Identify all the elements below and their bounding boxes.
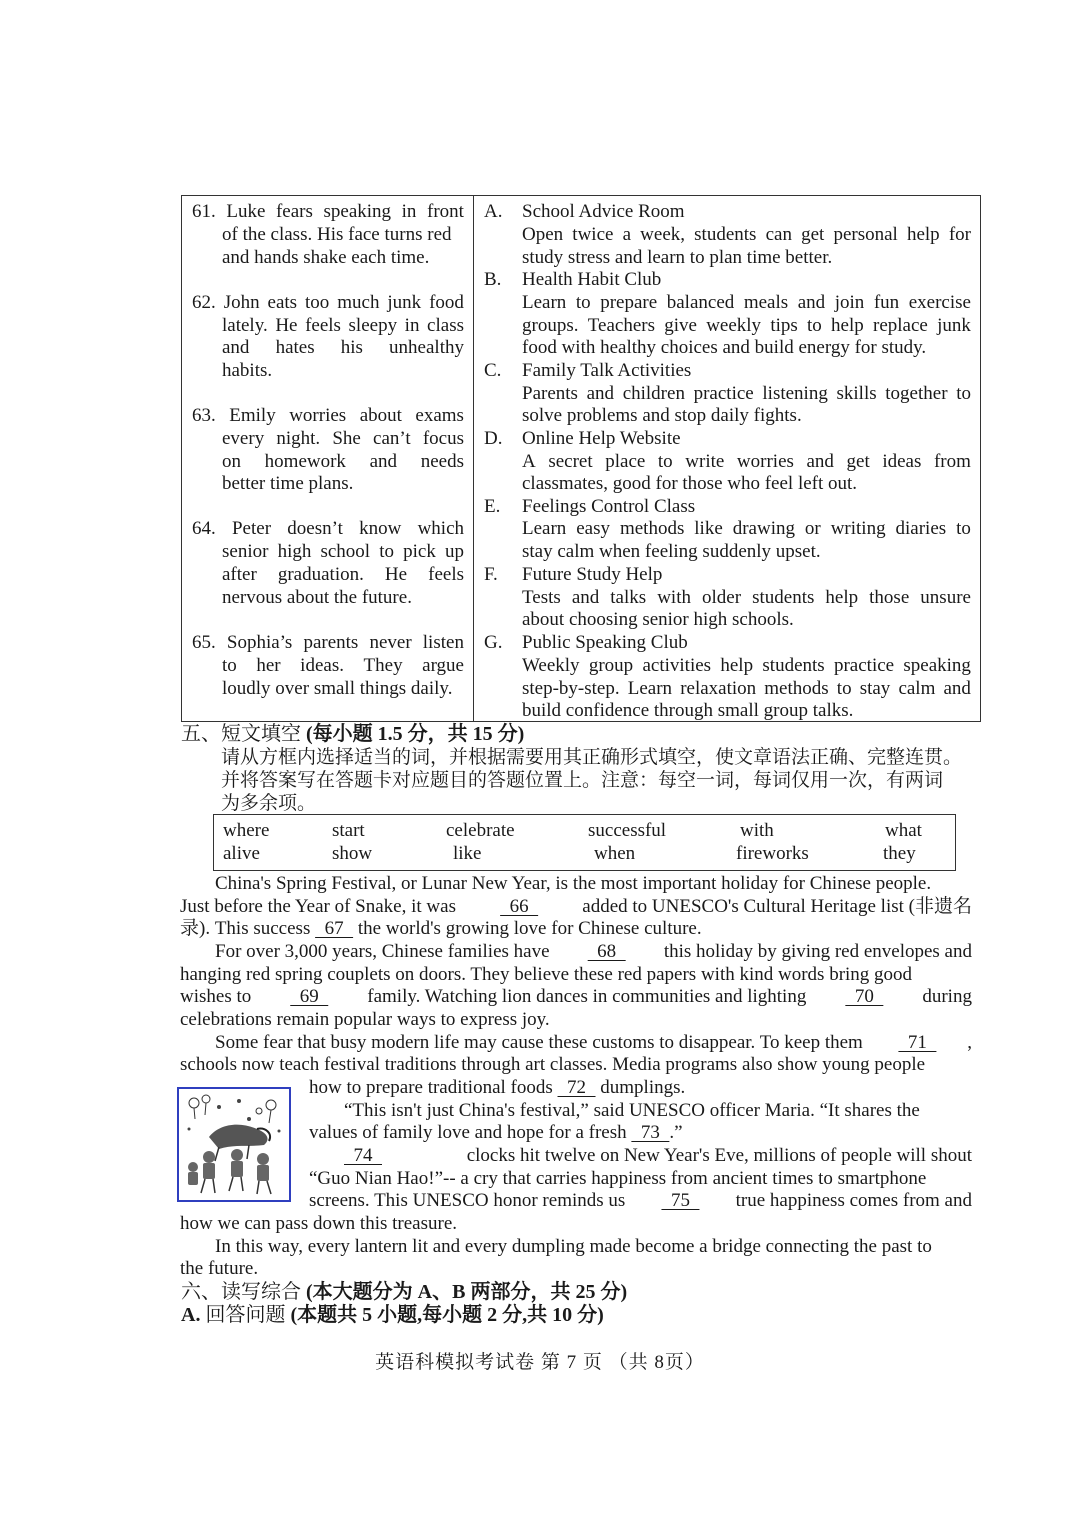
word-option: with <box>740 820 774 841</box>
option-description-line <box>522 247 832 269</box>
word-option: successful <box>588 820 667 841</box>
passage-text: , <box>967 1032 972 1053</box>
passage-text: Just before the Year of Snake, it was <box>180 896 461 917</box>
word: get <box>801 224 825 245</box>
word: prepare <box>600 292 658 313</box>
word: listen <box>422 632 464 653</box>
passage-line <box>309 1077 972 1100</box>
passage-text: added to UNESCO's Cultural Heritage list (非遗名 <box>577 896 972 917</box>
question-65-line <box>192 632 464 654</box>
question-63-line <box>192 405 464 427</box>
table-divider <box>473 196 474 721</box>
instruction-line: 并将答案写在答题卡对应题目的答题位置上。注意：每空一词，每词仅用一次，有两词 <box>221 770 944 791</box>
option-description-line <box>522 383 971 405</box>
option-description-line <box>522 292 971 314</box>
passage-text: China's Spring Festival, or Lunar New Year, is the most important holiday for Chinese people. <box>215 873 932 894</box>
passage-line <box>180 1009 972 1032</box>
passage-line <box>215 1236 972 1259</box>
word: place <box>605 451 646 472</box>
passage-text: the world's growing love for Chinese culture. <box>353 918 702 939</box>
option-title: Public Speaking Club <box>522 632 688 653</box>
word: tips <box>770 315 798 336</box>
passage-text: during <box>917 986 972 1007</box>
option-title: Future Study Help <box>522 564 663 585</box>
word: in <box>401 201 417 222</box>
word: up <box>444 541 464 562</box>
word: diaries <box>895 518 947 539</box>
word: to <box>836 678 852 699</box>
word: group <box>588 655 634 676</box>
answer-blank: 66 <box>500 896 539 917</box>
word: 61. <box>192 201 216 222</box>
passage-text: “This isn't just China's festival,” said UNESCO officer Maria. “It shares the <box>344 1100 920 1121</box>
word: stay calm when feeling suddenly upset. <box>522 541 821 562</box>
word: give <box>664 315 697 336</box>
word: Luke <box>226 201 266 222</box>
word: ideas. <box>300 655 344 676</box>
word: help <box>825 587 859 608</box>
word: groups. <box>522 315 579 336</box>
word: worries <box>289 405 347 426</box>
word: practice <box>833 655 895 676</box>
answer-blank: 70 <box>845 986 884 1007</box>
passage-text: dumplings. <box>595 1077 686 1098</box>
passage-line <box>215 1032 972 1055</box>
word: twice <box>572 224 614 245</box>
word: classmates, good for those who feel left out. <box>522 473 858 494</box>
passage-line <box>180 1258 972 1281</box>
word: parents <box>303 632 359 653</box>
word-option: like <box>453 843 482 864</box>
word: Emily <box>229 405 276 426</box>
passage-text: wishes to <box>180 986 256 1007</box>
option-description-line <box>522 655 971 677</box>
passage-line <box>344 1100 972 1123</box>
word: high <box>277 541 312 562</box>
word: John <box>223 292 260 313</box>
passage-line <box>180 1054 972 1077</box>
question-62-line <box>222 315 464 337</box>
option-description-line <box>522 473 857 495</box>
option-description-line <box>522 609 794 631</box>
word: better time plans. <box>222 473 354 494</box>
passage-text: 录). This success <box>180 918 316 939</box>
word: balanced <box>666 292 735 313</box>
question-63-line <box>222 473 353 495</box>
word: and <box>797 292 826 313</box>
word: They <box>363 655 403 676</box>
word: help <box>831 315 864 336</box>
word: of the class. His face turns red <box>222 224 452 245</box>
section-5-heading: 五、短文填空 (每小题 1.5 分，共 15 分) <box>181 723 525 745</box>
word-option: they <box>883 843 916 864</box>
word: skills <box>836 383 877 404</box>
option-title: Health Habit Club <box>522 269 662 290</box>
word: homework <box>264 451 346 472</box>
word: food with healthy choices and build energy for study. <box>522 337 927 358</box>
word: and <box>369 451 398 472</box>
word: talks <box>610 587 647 608</box>
passage-text: celebrations remain popular ways to express joy. <box>180 1009 550 1030</box>
word: He <box>275 315 298 336</box>
passage-text: In this way, every lantern lit and every dumpling made become a bridge connecting the past to <box>215 1236 932 1257</box>
word: fun <box>873 292 900 313</box>
answer-blank: 71 <box>898 1032 937 1053</box>
question-61-line <box>222 247 429 269</box>
option-description-line <box>522 587 971 609</box>
passage-line <box>215 873 972 896</box>
word: join <box>834 292 865 313</box>
word: 64. <box>192 518 216 539</box>
word: school <box>320 541 371 562</box>
word: feels <box>305 315 341 336</box>
word: junk <box>937 315 971 336</box>
question-62-line <box>222 360 272 382</box>
option-description-line <box>522 451 971 473</box>
word: unsure <box>920 587 971 608</box>
word: A <box>522 451 536 472</box>
word: worries <box>736 451 794 472</box>
section-6-heading: 六、读写综合 (本大题分为 A、B 两部分，共 25 分) <box>181 1281 628 1303</box>
word: easy <box>576 518 611 539</box>
word-box <box>213 814 956 871</box>
word: get <box>846 451 870 472</box>
word: children <box>622 383 685 404</box>
word: practice <box>693 383 754 404</box>
passage-text: hanging red spring couplets on doors. They believe these red papers with kind words bring good <box>180 964 913 985</box>
word: 62. <box>192 292 216 313</box>
answer-blank: 75 <box>661 1190 700 1211</box>
instruction-line: 为多余项。 <box>221 793 317 814</box>
option-title: Family Talk Activities <box>522 360 692 381</box>
word: pick <box>403 541 436 562</box>
word: which <box>417 518 464 539</box>
passage-text: family. Watching lion dances in communities and lighting <box>362 986 812 1007</box>
lion-dance-illustration <box>177 1087 291 1202</box>
word-option: start <box>332 820 365 841</box>
option-description-line <box>522 315 971 337</box>
word: Parents <box>522 383 578 404</box>
word: stay <box>859 678 891 699</box>
word-option: what <box>885 820 922 841</box>
word: secret <box>548 451 593 472</box>
word: to <box>657 451 673 472</box>
question-64-line <box>222 587 412 609</box>
passage-text: clocks hit twelve on New Year's Eve, millions of people will shout <box>466 1145 972 1166</box>
word: 63. <box>192 405 216 426</box>
word: to <box>575 292 591 313</box>
word: know <box>359 518 402 539</box>
word: after <box>222 564 257 585</box>
word: calm <box>898 678 936 699</box>
question-62-line <box>192 292 464 314</box>
word: week, <box>640 224 686 245</box>
passage-line <box>180 896 972 919</box>
option-letter: G. <box>484 632 503 653</box>
word: Weekly <box>522 655 580 676</box>
word: those <box>869 587 910 608</box>
question-61-line <box>222 224 452 246</box>
option-title: Feelings Control Class <box>522 496 696 517</box>
word: writing <box>830 518 886 539</box>
word: junk <box>387 292 422 313</box>
answer-blank: 69 <box>290 986 329 1007</box>
word: help <box>906 224 940 245</box>
matching-table <box>181 195 981 722</box>
passage-text: this holiday by giving red envelopes and <box>659 941 972 962</box>
word: doesn’t <box>287 518 343 539</box>
word: senior <box>222 541 269 562</box>
word: older <box>702 587 742 608</box>
word: replace <box>873 315 928 336</box>
word: food <box>429 292 464 313</box>
option-description-line <box>522 224 971 246</box>
word: her <box>256 655 281 676</box>
word-option: when <box>594 843 636 864</box>
word: methods <box>764 678 829 699</box>
word: his <box>340 337 363 358</box>
word: like <box>694 518 723 539</box>
word: about <box>359 405 402 426</box>
passage-text: values of family love and hope for a fresh <box>309 1122 632 1143</box>
word: Open <box>522 224 564 245</box>
word-option: alive <box>223 843 260 864</box>
word: relaxation <box>680 678 757 699</box>
word: students <box>762 655 825 676</box>
word: ideas <box>882 451 922 472</box>
word: build confidence through small group talks. <box>522 700 854 721</box>
passage-text: Some fear that busy modern life may cause these customs to disappear. To keep them <box>215 1032 868 1053</box>
option-title: Online Help Website <box>522 428 681 449</box>
word: to <box>222 655 237 676</box>
word: to <box>379 541 394 562</box>
word: front <box>427 201 464 222</box>
word: He <box>384 564 408 585</box>
word: meals <box>743 292 789 313</box>
option-letter: A. <box>484 201 503 222</box>
word: Teachers <box>587 315 655 336</box>
word: about choosing senior high schools. <box>522 609 794 630</box>
option-title: School Advice Room <box>522 201 685 222</box>
word: much <box>337 292 380 313</box>
word: can <box>765 224 792 245</box>
answer-blank: 67 <box>315 918 354 939</box>
word: 65. <box>192 632 216 653</box>
passage-line <box>180 918 972 941</box>
question-64-line <box>222 541 464 563</box>
instruction-line: 请从方框内选择适当的词，并根据需要用其正确形式填空，使文章语法正确、完整连贯。 <box>221 747 963 768</box>
passage-text: For over 3,000 years, Chinese families have <box>215 941 555 962</box>
word: a <box>622 224 632 245</box>
word: drawing <box>732 518 795 539</box>
word: focus <box>422 428 464 449</box>
word: and <box>806 451 834 472</box>
option-description-line <box>522 518 971 540</box>
passage-text: “Guo Nian Hao!”-- a cry that carries happiness from ancient times to smartphone <box>309 1168 927 1189</box>
answer-blank: 74 <box>344 1145 382 1166</box>
word: too <box>305 292 330 313</box>
passage-line <box>344 1145 972 1168</box>
word: to <box>956 518 971 539</box>
word: or <box>804 518 821 539</box>
word: loudly over small things daily. <box>222 678 453 699</box>
word: lately. <box>222 315 268 336</box>
word: and hands shake each time. <box>222 247 430 268</box>
word: graduation. <box>277 564 364 585</box>
passage-line <box>309 1190 972 1213</box>
question-63-line <box>222 451 464 473</box>
word: and <box>943 678 971 699</box>
word: on <box>222 451 241 472</box>
passage-text: screens. This UNESCO honor reminds us <box>309 1190 631 1211</box>
word: and <box>586 383 615 404</box>
word: needs <box>420 451 464 472</box>
option-letter: F. <box>484 564 498 585</box>
word: for <box>948 224 971 245</box>
page-footer: 英语科模拟考试卷 第 7 页 （共 8页） <box>375 1352 705 1373</box>
word: feels <box>428 564 464 585</box>
question-63-line <box>222 428 464 450</box>
option-letter: B. <box>484 269 502 290</box>
word: to <box>807 315 822 336</box>
word: step-by-step. <box>522 678 620 699</box>
word: exercise <box>908 292 971 313</box>
question-64-line <box>192 518 464 540</box>
word: can’t <box>373 428 411 449</box>
word-option: where <box>223 820 270 841</box>
passage-line <box>180 1213 972 1236</box>
word: help <box>720 655 754 676</box>
word-option: celebrate <box>446 820 515 841</box>
word: eats <box>267 292 298 313</box>
word: in <box>404 315 420 336</box>
word: solve problems and stop daily fights. <box>522 405 802 426</box>
word: hates <box>275 337 315 358</box>
question-61-line <box>192 201 464 223</box>
word: Peter <box>231 518 272 539</box>
question-62-line <box>222 337 464 359</box>
word: and <box>222 337 250 358</box>
word: methods <box>619 518 685 539</box>
word: never <box>369 632 412 653</box>
word: nervous about the future. <box>222 587 412 608</box>
word: from <box>933 451 971 472</box>
passage-line <box>309 1168 972 1191</box>
question-65-line <box>222 678 452 700</box>
option-description-line <box>522 337 926 359</box>
passage-text: how to prepare traditional foods <box>309 1077 558 1098</box>
word: personal <box>833 224 898 245</box>
word: study stress and learn to plan time better. <box>522 247 833 268</box>
passage-line <box>309 1122 972 1145</box>
word: unhealthy <box>389 337 464 358</box>
word: together <box>885 383 948 404</box>
word: every <box>222 428 265 449</box>
passage-line <box>180 986 972 1009</box>
word-option: show <box>332 843 373 864</box>
passage-text: true happiness comes from and <box>730 1190 972 1211</box>
word: night. <box>276 428 321 449</box>
section-6a-heading: A. 回答问题 (本题共 5 小题,每小题 2 分,共 10 分) <box>181 1304 604 1326</box>
passage-text: .” <box>669 1122 683 1143</box>
word: activities <box>642 655 712 676</box>
passage-text: how we can pass down this treasure. <box>180 1213 458 1234</box>
word: weekly <box>706 315 762 336</box>
option-description-line <box>522 678 971 700</box>
word: habits. <box>222 360 273 381</box>
option-description-line <box>522 405 802 427</box>
answer-blank: 73 <box>631 1122 670 1143</box>
option-letter: E. <box>484 496 501 517</box>
word: to <box>956 383 971 404</box>
word: write <box>685 451 725 472</box>
option-description-line <box>522 541 821 563</box>
passage-text: schools now teach festival traditions through art classes. Media programs also show young people <box>180 1054 926 1075</box>
word: exams <box>415 405 464 426</box>
word: speaking <box>903 655 971 676</box>
word: Tests <box>522 587 561 608</box>
word: Learn <box>522 518 567 539</box>
word: and <box>571 587 600 608</box>
word: class <box>427 315 464 336</box>
word: She <box>332 428 361 449</box>
word: with <box>657 587 691 608</box>
option-letter: D. <box>484 428 503 449</box>
word: argue <box>422 655 464 676</box>
answer-blank: 72 <box>557 1077 596 1098</box>
word: students <box>694 224 757 245</box>
answer-blank: 68 <box>587 941 626 962</box>
option-letter: C. <box>484 360 502 381</box>
passage-line <box>215 941 972 964</box>
option-description-line <box>522 700 853 722</box>
word: listening <box>762 383 828 404</box>
word: speaking <box>323 201 392 222</box>
word-option: fireworks <box>736 843 809 864</box>
passage-text: the future. <box>180 1258 259 1279</box>
passage-line <box>180 964 972 987</box>
question-64-line <box>222 564 464 586</box>
word: students <box>752 587 815 608</box>
word: fears <box>275 201 313 222</box>
word: Sophia’s <box>226 632 293 653</box>
word: sleepy <box>348 315 398 336</box>
word: Learn <box>627 678 673 699</box>
word: Learn <box>522 292 567 313</box>
question-65-line <box>222 655 464 677</box>
